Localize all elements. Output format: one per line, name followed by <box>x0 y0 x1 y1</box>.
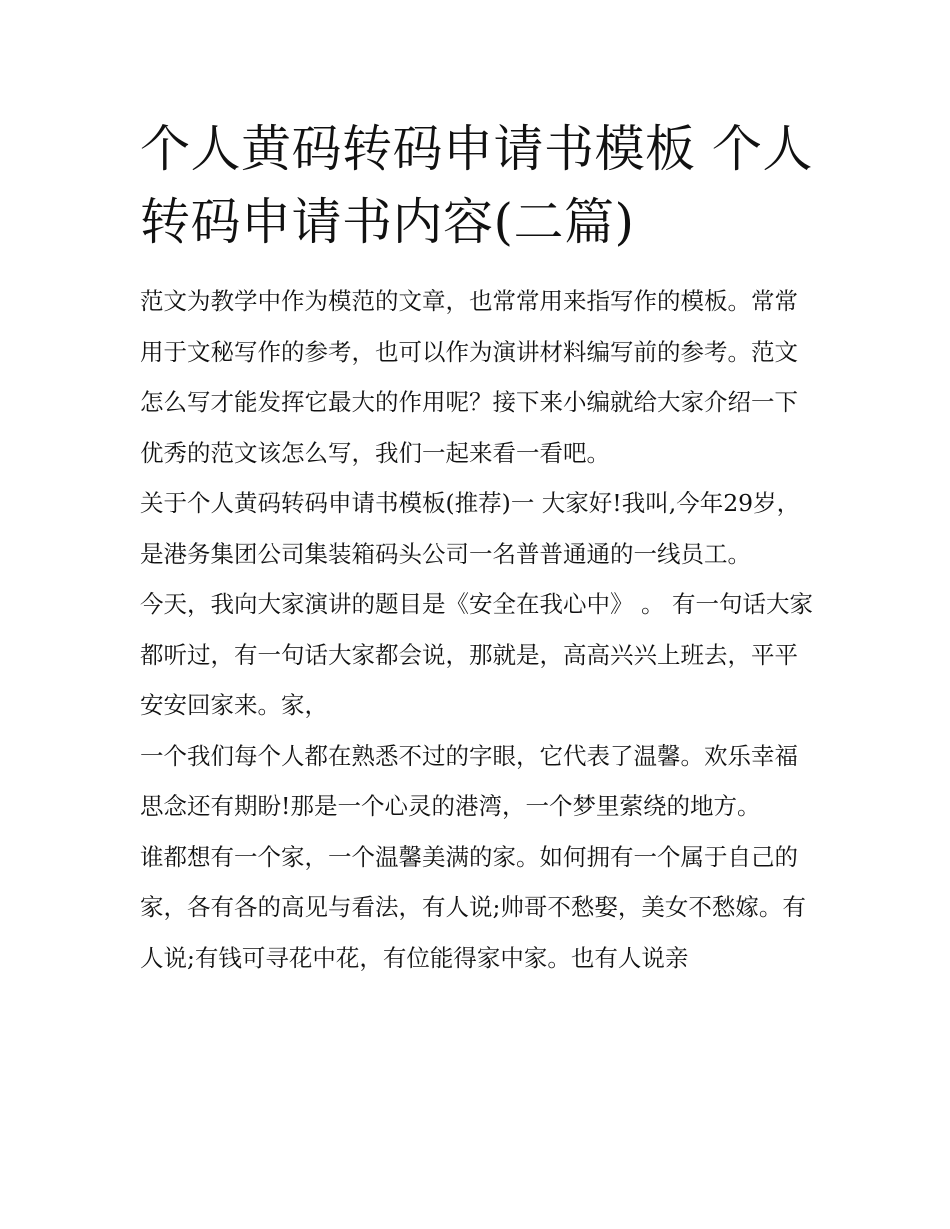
paragraph-speech-topic: 今天，我向大家演讲的题目是《安全在我心中》 。 有一句话大家都听过，有一句话大家都会说，那就是，高高兴兴上班去，平平安安回家来。家， <box>140 590 813 719</box>
paragraph-greeting: 关于个人黄码转码申请书模板(推荐)一 大家好!我叫,今年29岁，是港务集团公司集装箱码头公司一名普普通通的一线员工。 <box>140 489 801 568</box>
document-body <box>140 276 820 983</box>
paragraph-family: 谁都想有一个家，一个温馨美满的家。如何拥有一个属于自己的家，各有各的高见与看法，有人说;帅哥不愁娶，美女不愁嫁。有人说;有钱可寻花中花，有位能得家中家。也有人说亲 <box>140 842 806 972</box>
document-title: 个人黄码转码申请书模板 个人转码申请书内容(二篇) <box>140 120 813 251</box>
paragraph-home: 一个我们每个人都在熟悉不过的字眼，它代表了温馨。欢乐幸福 思念还有期盼!那是一个心灵的港湾，一个梦里萦绕的地方。 <box>140 741 798 820</box>
paragraph-intro: 范文为教学中作为模范的文章，也常常用来指写作的模板。常常用于文秘写作的参考，也可以作为演讲材料编写前的参考。范文怎么写才能发挥它最大的作用呢？接下来小编就给大家介绍一下优秀的范文该怎么写，我们一起来看一看吧。 <box>140 287 798 467</box>
